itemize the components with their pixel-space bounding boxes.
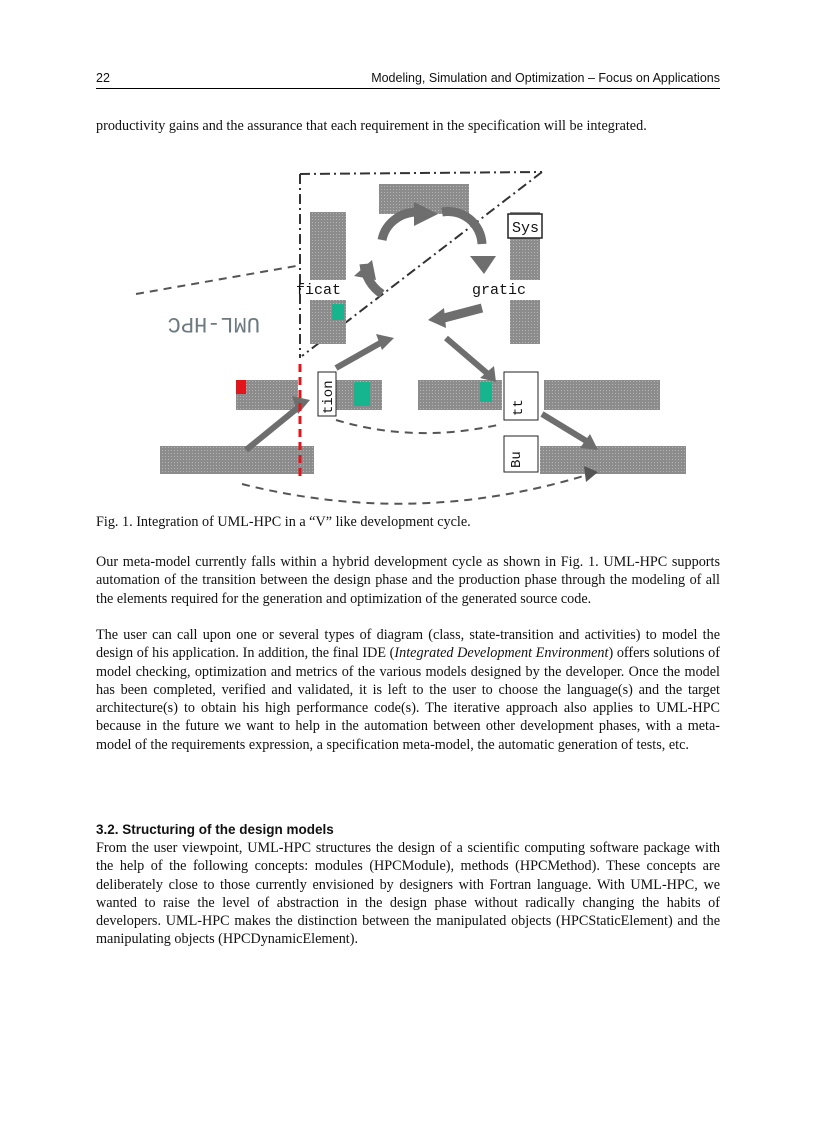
diag-arrow-right-upper: [446, 338, 488, 374]
mid-right-box: [544, 380, 660, 410]
green-accent-left: [332, 304, 344, 320]
diag-arrow-left-upper: [336, 342, 382, 368]
fication-label: ficat: [296, 282, 342, 299]
dashed-connector-left: [136, 266, 296, 294]
cycle-arrowhead-left: [354, 260, 376, 280]
sys-label: Sys: [512, 220, 540, 237]
paragraph-user: [96, 626, 720, 754]
bu-vertical-label: Bu: [509, 451, 525, 468]
green-accent-right: [480, 382, 492, 402]
paragraph-user-part-2: ) offers solutions of model checking, optimization and metrics of the various models designed by the developer. Once the model has been completed, verified and validated, it is left to the user to choose the language(s) and the target architecture(s) to obtain his high performance code(s). The iterative approach also applies to UML-HPC because in the future we want to help in the automation between other development phases, with a meta-model of the requirements expression, a specification meta-model, the automatic generation of tests, etc.: [96, 645, 721, 753]
right-lower-box: [510, 300, 540, 344]
mirrored-uml-hpc-label: [168, 311, 260, 336]
left-upper-box: [310, 212, 346, 280]
ide-expansion: Integrated Development Environment: [394, 645, 609, 662]
bottom-left-box: [160, 446, 314, 474]
diag-arrow-left-lower: [246, 406, 300, 450]
red-accent-mid-left: [236, 380, 246, 394]
running-header: [96, 70, 720, 89]
bottom-right-box: [540, 446, 686, 474]
dashed-arc-outer: [242, 474, 590, 504]
cycle-arrowhead-right: [470, 256, 496, 274]
v-cycle-figure: [96, 168, 720, 518]
green-accent-center: [354, 382, 370, 406]
section-heading: 3.2. Structuring of the design models: [96, 822, 334, 837]
tion-vertical-label: tion: [321, 380, 337, 414]
running-title: Modeling, Simulation and Optimization – Focus on Applications: [371, 71, 720, 85]
paragraph-structuring: From the user viewpoint, UML-HPC structures the design of a scientific computing software package with the help of the following concepts: modules (HPCModule), methods (HPCMethod). These concepts are deliberately close to those currently envisioned by designers with Fortran language. With UML-HPC, we wanted to raise the level of abstraction in the design phase without radically changing the habits of developers. UML-HPC makes the distinction between the manipulated objects (HPCStaticElement) and the manipulating objects (HPCDynamicElement).: [96, 840, 720, 948]
dashed-arc-inner: [336, 420, 502, 433]
paragraph-meta-model: Our meta-model currently falls within a hybrid development cycle as shown in Fig. 1. UML-HPC supports automation of the transition between the design phase and the production phase through the modeling of all the elements required for the generation and optimization of the generated source code.: [96, 554, 720, 607]
gration-label: gratic: [472, 282, 527, 299]
arrowhead-center: [428, 308, 446, 328]
arrow-gration-to-center: [444, 308, 482, 318]
tt-vertical-label: tt: [511, 399, 527, 416]
figure-caption: Fig. 1. Integration of UML-HPC in a “V” like development cycle.: [96, 514, 471, 530]
page-number: 22: [96, 71, 110, 85]
paragraph-intro: productivity gains and the assurance that each requirement in the specification will be integrated.: [96, 118, 647, 134]
paragraph-user-part-1: The user can call upon one or several types of diagram (class, state-transition and activities) to model the design of his application. In addition, the final IDE (: [96, 627, 720, 662]
diag-arrow-right-lower: [542, 414, 588, 442]
iteration-cycle: [364, 211, 482, 294]
mirrored-uml-hpc-text: UML-HPC: [167, 311, 260, 336]
